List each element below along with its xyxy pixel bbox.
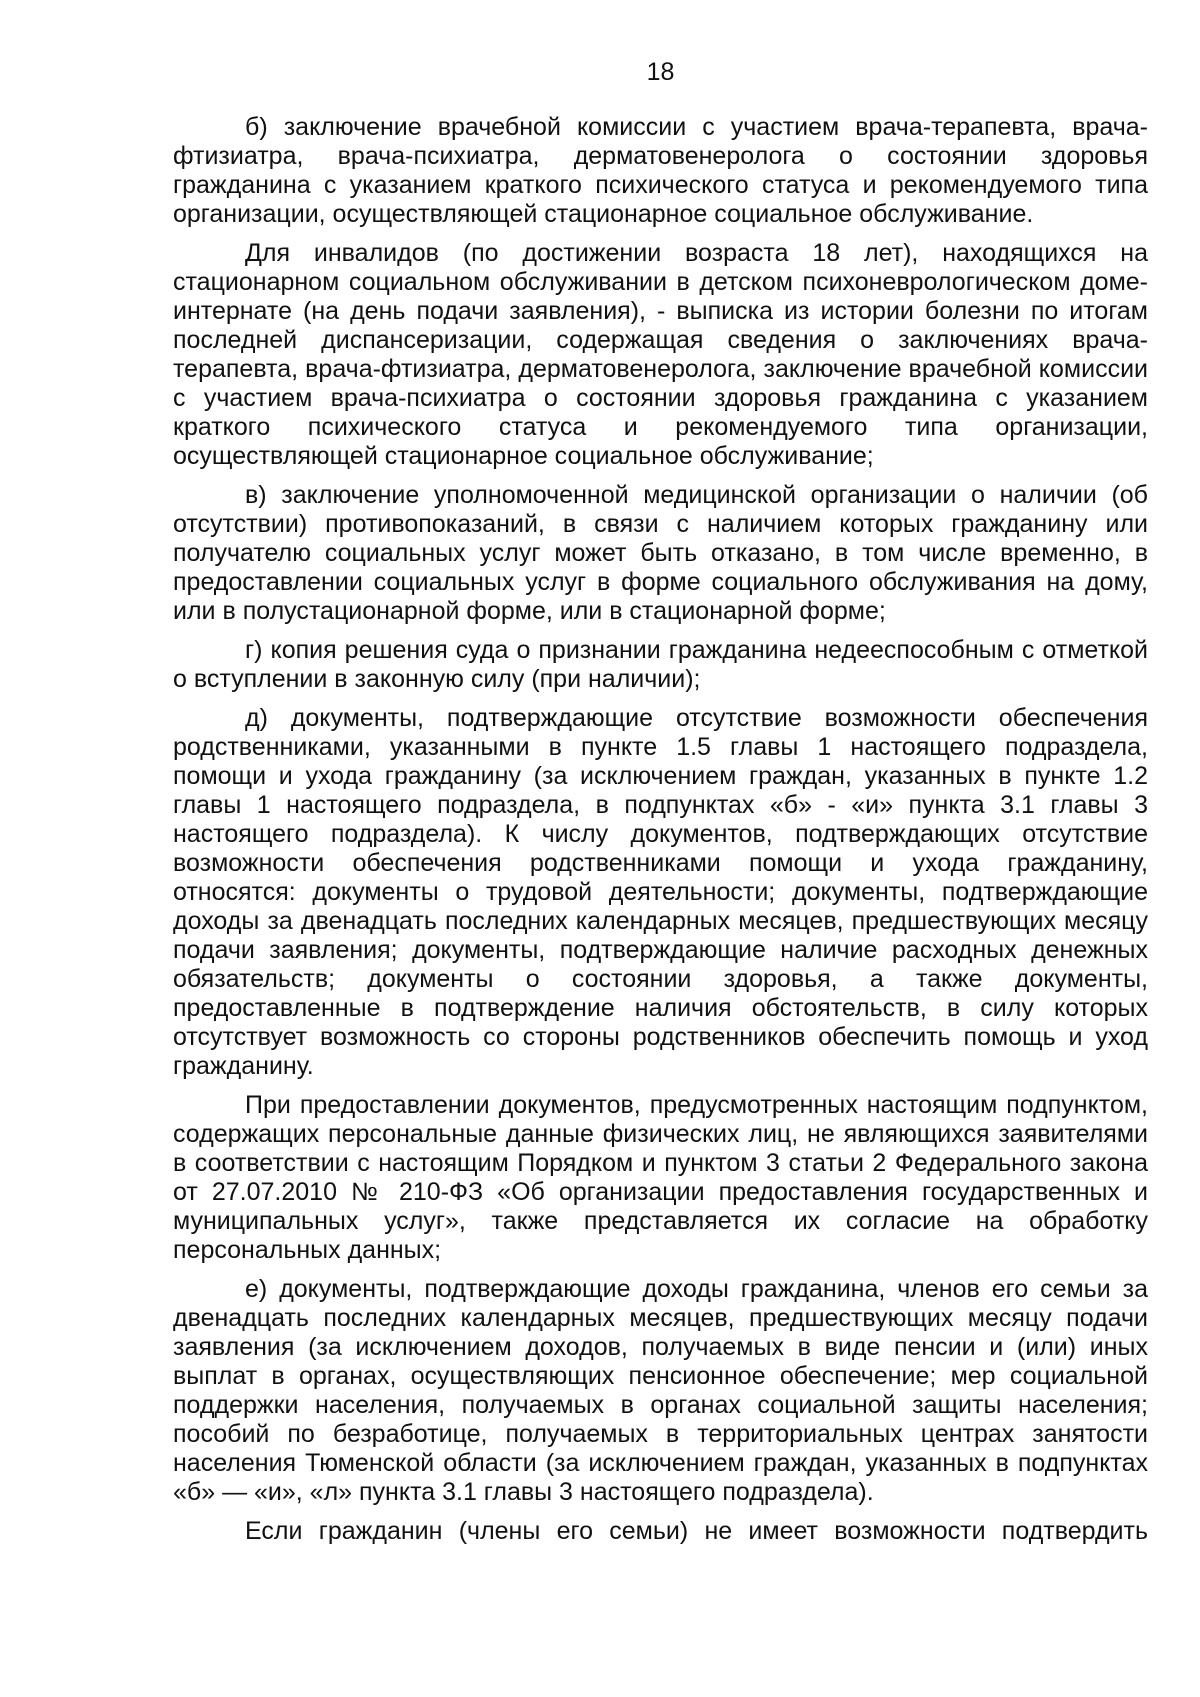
paragraph-v-contraindications: в) заключение уполномоченной медицинской организации о наличии (об отсутствии) противопоказаний, в связи с наличием которых гражданину или получателю социальных услуг может быть отказано, в том числе временно, в предоставлении социальных услуг в форме социального обслуживания на дому, или в полустационарной форме, или в стационарной форме;	[173, 481, 1148, 625]
paragraph-disabled-persons: Для инвалидов (по достижении возраста 18 лет), находящихся на стационарном социальном обслуживании в детском психоневрологическом доме-интернате (на день подачи заявления), - выписка из истории болезни по итогам последней диспансеризации, содержащая сведения о заключениях врача-терапевта, врача-фтизиатра, дерматовенеролога, заключение врачебной комиссии с участием врача-психиатра о состоянии здоровья гражданина с указанием краткого психического статуса и рекомендуемого типа организации, осуществляющей стационарное социальное обслуживание;	[173, 239, 1148, 470]
paragraph-if-citizen-cannot-confirm: Если гражданин (члены его семьи) не имеет возможности подтвердить	[245, 1517, 1148, 1545]
page-number: 18	[646, 58, 675, 86]
paragraph-g-court-decision: г) копия решения суда о признании гражданина недееспособным с отметкой о вступлении в законную силу (при наличии);	[173, 636, 1148, 693]
paragraph-personal-data-consent: При предоставлении документов, предусмотренных настоящим подпунктом, содержащих персональные данные физических лиц, не являющихся заявителями в соответствии с настоящим Порядком и пунктом 3 статьи 2 Федерального закона от 27.07.2010 № 210-ФЗ «Об организации предоставления государственных и муниципальных услуг», также представляется их согласие на обработку персональных данных;	[173, 1091, 1148, 1264]
paragraph-b-medical-commission: б) заключение врачебной комиссии с участием врача-терапевта, врача-фтизиатра, врача-психиатра, дерматовенеролога о состоянии здоровья гражданина с указанием краткого психического статуса и рекомендуемого типа организации, осуществляющей стационарное социальное обслуживание.	[173, 113, 1148, 228]
paragraph-e-income-documents: е) документы, подтверждающие доходы гражданина, членов его семьи за двенадцать последних календарных месяцев, предшествующих месяцу подачи заявления (за исключением доходов, получаемых в виде пенсии и (или) иных выплат в органах, осуществляющих пенсионное обеспечение; мер социальной поддержки населения, получаемых в органах социальной защиты населения; пособий по безработице, получаемых в территориальных центрах занятости населения Тюменской области (за исключением граждан, указанных в подпунктах «б» — «и», «л» пункта 3.1 главы 3 настоящего подраздела).	[173, 1275, 1148, 1506]
paragraph-d-relatives-documents: д) документы, подтверждающие отсутствие возможности обеспечения родственниками, указанными в пункте 1.5 главы 1 настоящего подраздела, помощи и ухода гражданину (за исключением граждан, указанных в пункте 1.2 главы 1 настоящего подраздела, в подпунктах «б» - «и» пункта 3.1 главы 3 настоящего подраздела). К числу документов, подтверждающих отсутствие возможности обеспечения родственниками помощи и ухода гражданину, относятся: документы о трудовой деятельности; документы, подтверждающие доходы за двенадцать последних календарных месяцев, предшествующих месяцу подачи заявления; документы, подтверждающие наличие расходных денежных обязательств; документы о состоянии здоровья, а также документы, предоставленные в подтверждение наличия обстоятельств, в силу которых отсутствует возможность со стороны родственников обеспечить помощь и уход гражданину.	[173, 704, 1148, 1080]
document-body	[173, 113, 1148, 1556]
